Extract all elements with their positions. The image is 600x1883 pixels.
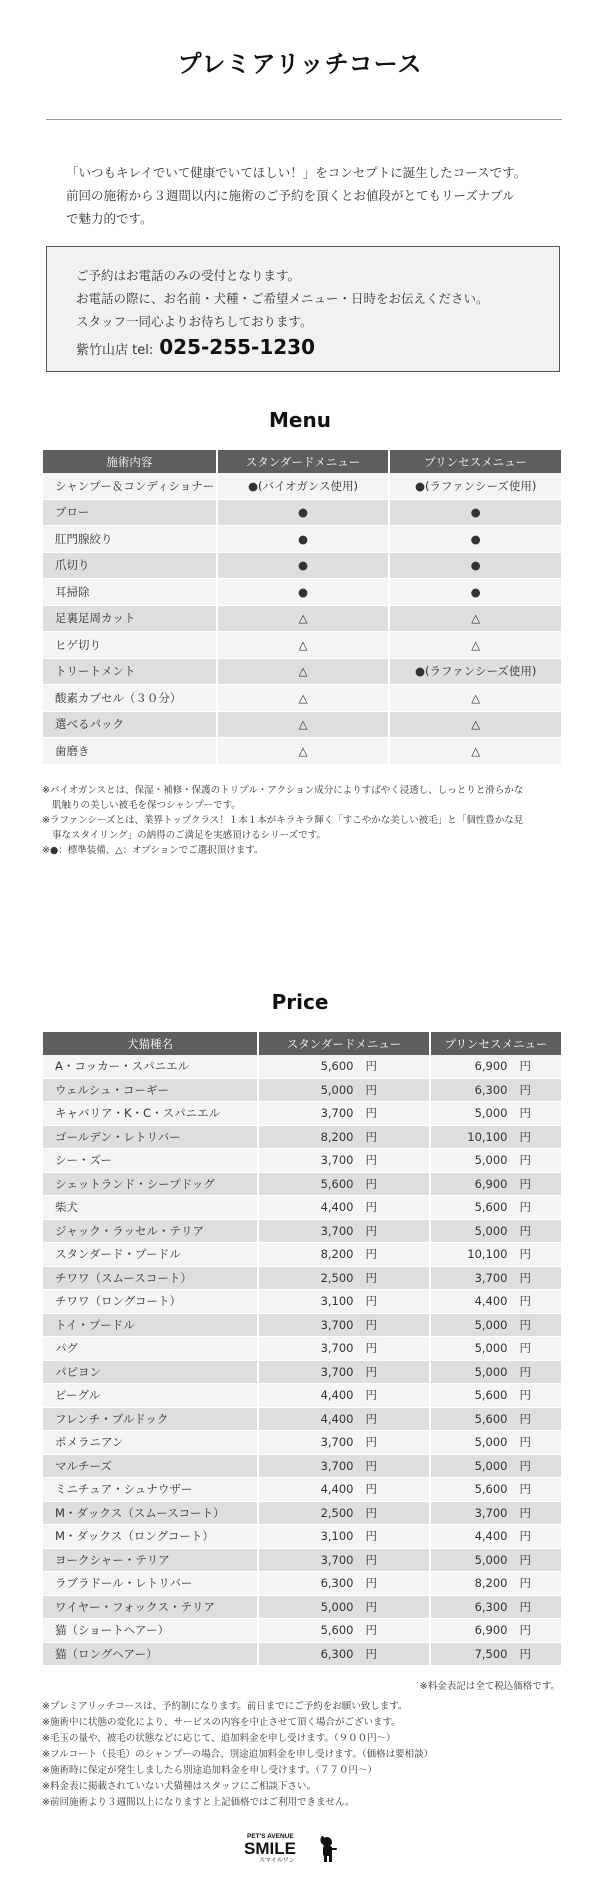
price-note: ※プレミアリッチコースは、予約制になります。前日までにご予約をお願い致します。 — [42, 1701, 408, 1712]
breed-name: M・ダックス（スムースコート） — [43, 1502, 257, 1526]
princess-price-cell — [431, 1572, 561, 1596]
princess-price-cell — [431, 1314, 561, 1338]
yen-unit: 円 — [519, 1294, 531, 1309]
price-row — [43, 1502, 561, 1526]
dog-silhouette-icon — [321, 1836, 338, 1862]
title-divider — [46, 119, 562, 120]
princess-price-cell — [431, 1220, 561, 1244]
menu-princess-mark: ● — [390, 500, 561, 527]
breed-name: ポメラニアン — [43, 1431, 257, 1455]
yen-unit: 円 — [519, 1341, 531, 1356]
menu-standard-mark: △ — [218, 712, 389, 739]
princess-price-cell — [431, 1619, 561, 1643]
menu-row — [43, 579, 561, 606]
price-row — [43, 1055, 561, 1079]
princess-price-cell — [431, 1384, 561, 1408]
menu-standard-mark: △ — [218, 632, 389, 659]
tel-number[interactable]: 025-255-1230 — [159, 335, 315, 359]
breed-name: ウェルシュ・コーギー — [43, 1079, 257, 1103]
notice-line: お電話の際に、お名前・犬種・ご希望メニュー・日時をお伝えください。 — [76, 291, 489, 306]
yen-unit: 円 — [365, 1458, 377, 1473]
breed-name: マルチーズ — [43, 1455, 257, 1479]
price-row — [43, 1196, 561, 1220]
price-row — [43, 1549, 561, 1573]
breed-name: キャバリア・K・C・スパニエル — [43, 1102, 257, 1126]
menu-notes — [42, 783, 562, 858]
page-title: プレミアリッチコース — [177, 50, 423, 78]
yen-unit: 円 — [519, 1599, 531, 1614]
price-row — [43, 1079, 561, 1103]
princess-price: 5,000 — [474, 1364, 508, 1379]
menu-item-name: ブロー — [43, 500, 216, 527]
yen-unit: 円 — [519, 1153, 531, 1168]
princess-price: 5,000 — [474, 1458, 508, 1473]
price-row — [43, 1126, 561, 1150]
yen-unit: 円 — [519, 1411, 531, 1426]
princess-price-cell — [431, 1478, 561, 1502]
standard-price: 5,600 — [320, 1059, 354, 1074]
princess-price: 3,700 — [474, 1505, 508, 1520]
price-row — [43, 1314, 561, 1338]
price-row — [43, 1596, 561, 1620]
price-row — [43, 1220, 561, 1244]
menu-standard-mark: ● — [218, 579, 389, 606]
price-note: ※毛玉の量や、被毛の状態などに応じて、追加料金を申し受けます。（９００円〜） — [42, 1733, 396, 1744]
menu-table-body — [43, 473, 561, 765]
standard-price-cell — [259, 1361, 429, 1385]
price-table-body — [43, 1055, 561, 1666]
menu-row — [43, 606, 561, 633]
menu-princess-mark: △ — [390, 738, 561, 765]
breed-name: M・ダックス（ロングコート） — [43, 1525, 257, 1549]
standard-price-cell — [259, 1431, 429, 1455]
menu-princess-mark: ● — [390, 553, 561, 580]
princess-price-cell — [431, 1055, 561, 1079]
price-note: ※施術時に保定が発生しましたら別途追加料金を申し受けます。（７７０円〜） — [42, 1765, 377, 1776]
price-row — [43, 1149, 561, 1173]
breed-name: チワワ（ロングコート） — [43, 1290, 257, 1314]
breed-name: フレンチ・ブルドック — [43, 1408, 257, 1432]
standard-price-cell — [259, 1126, 429, 1150]
princess-price-cell — [431, 1408, 561, 1432]
princess-price: 5,000 — [474, 1435, 508, 1450]
yen-unit: 円 — [365, 1599, 377, 1614]
standard-price-cell — [259, 1384, 429, 1408]
menu-item-name: トリートメント — [43, 659, 216, 686]
breed-name: シェットランド・シープドッグ — [43, 1173, 257, 1197]
princess-price-cell — [431, 1596, 561, 1620]
price-header-cell: プリンセスメニュー — [431, 1032, 561, 1055]
yen-unit: 円 — [365, 1317, 377, 1332]
menu-header-row — [43, 450, 561, 473]
menu-note: ※●：標準装備、△：オプションでご選択頂けます。 — [42, 845, 264, 856]
menu-princess-mark: ● — [390, 579, 561, 606]
yen-unit: 円 — [519, 1435, 531, 1450]
yen-unit: 円 — [365, 1153, 377, 1168]
breed-name: ジャック・ラッセル・テリア — [43, 1220, 257, 1244]
princess-price-cell — [431, 1079, 561, 1103]
standard-price: 3,700 — [320, 1317, 354, 1332]
princess-price: 5,600 — [474, 1411, 508, 1426]
yen-unit: 円 — [365, 1059, 377, 1074]
standard-price: 5,000 — [320, 1599, 354, 1614]
yen-unit: 円 — [365, 1411, 377, 1426]
menu-standard-mark: △ — [218, 659, 389, 686]
menu-row — [43, 712, 561, 739]
price-note: ※施術中に状態の変化により、サービスの内容を中止させて頂く場合がございます。 — [42, 1717, 401, 1728]
menu-standard-mark: ● — [218, 500, 389, 527]
princess-price-cell — [431, 1102, 561, 1126]
notice-line: スタッフ一同心よりお待ちしております。 — [76, 314, 313, 329]
princess-price: 6,300 — [474, 1599, 508, 1614]
menu-note: ※バイオガンスとは、保湿・補修・保護のトリプル・アクション成分によりすばやく浸透し、しっとりと滑らかな — [42, 785, 524, 796]
price-row — [43, 1643, 561, 1667]
standard-price: 3,700 — [320, 1153, 354, 1168]
yen-unit: 円 — [365, 1364, 377, 1379]
standard-price: 3,700 — [320, 1435, 354, 1450]
yen-unit: 円 — [365, 1176, 377, 1191]
princess-price: 5,000 — [474, 1223, 508, 1238]
princess-price-cell — [431, 1173, 561, 1197]
yen-unit: 円 — [519, 1200, 531, 1215]
yen-unit: 円 — [365, 1129, 377, 1144]
breed-name: シー・ズー — [43, 1149, 257, 1173]
breed-name: ビーグル — [43, 1384, 257, 1408]
menu-header-cell: プリンセスメニュー — [390, 450, 561, 473]
price-row — [43, 1525, 561, 1549]
yen-unit: 円 — [365, 1388, 377, 1403]
standard-price-cell — [259, 1220, 429, 1244]
intro-line: で魅力的です。 — [66, 211, 153, 226]
standard-price-cell — [259, 1408, 429, 1432]
price-row — [43, 1408, 561, 1432]
breed-name: ゴールデン・レトリバー — [43, 1126, 257, 1150]
standard-price-cell — [259, 1149, 429, 1173]
price-header-cell: 犬猫種名 — [43, 1032, 257, 1055]
menu-princess-mark: ● — [390, 526, 561, 553]
yen-unit: 円 — [519, 1458, 531, 1473]
menu-note: 事なスタイリング」の納得のご満足を実感頂けるシリーズです。 — [52, 830, 326, 841]
princess-price-cell — [431, 1290, 561, 1314]
yen-unit: 円 — [365, 1082, 377, 1097]
breed-name: ラブラドール・レトリバー — [43, 1572, 257, 1596]
princess-price-cell — [431, 1337, 561, 1361]
princess-price: 5,600 — [474, 1482, 508, 1497]
price-row — [43, 1290, 561, 1314]
standard-price: 3,100 — [320, 1294, 354, 1309]
princess-price-cell — [431, 1643, 561, 1667]
standard-price-cell — [259, 1337, 429, 1361]
price-row — [43, 1431, 561, 1455]
standard-price-cell — [259, 1290, 429, 1314]
menu-heading: Menu — [269, 408, 331, 432]
standard-price: 5,600 — [320, 1176, 354, 1191]
price-row — [43, 1267, 561, 1291]
standard-price: 2,500 — [320, 1505, 354, 1520]
reservation-notice-box — [46, 246, 560, 372]
menu-row — [43, 659, 561, 686]
menu-standard-mark: △ — [218, 685, 389, 712]
princess-price: 6,300 — [474, 1082, 508, 1097]
princess-price: 8,200 — [474, 1576, 508, 1591]
breed-name: ワイヤー・フォックス・テリア — [43, 1596, 257, 1620]
standard-price-cell — [259, 1643, 429, 1667]
princess-price-cell — [431, 1126, 561, 1150]
price-row — [43, 1384, 561, 1408]
yen-unit: 円 — [519, 1529, 531, 1544]
princess-price: 4,400 — [474, 1294, 508, 1309]
yen-unit: 円 — [365, 1482, 377, 1497]
yen-unit: 円 — [365, 1200, 377, 1215]
menu-item-name: 酸素カプセル（３０分） — [43, 685, 216, 712]
standard-price-cell — [259, 1619, 429, 1643]
menu-princess-mark: △ — [390, 632, 561, 659]
princess-price: 5,600 — [474, 1388, 508, 1403]
menu-row — [43, 473, 561, 500]
menu-header-cell: 施術内容 — [43, 450, 216, 473]
princess-price: 7,500 — [474, 1646, 508, 1661]
princess-price: 5,000 — [474, 1153, 508, 1168]
standard-price-cell — [259, 1196, 429, 1220]
standard-price: 3,700 — [320, 1341, 354, 1356]
breed-name: ヨークシャー・テリア — [43, 1549, 257, 1573]
menu-header-cell: スタンダードメニュー — [218, 450, 389, 473]
princess-price-cell — [431, 1549, 561, 1573]
standard-price-cell — [259, 1525, 429, 1549]
yen-unit: 円 — [519, 1623, 531, 1638]
yen-unit: 円 — [365, 1505, 377, 1520]
menu-item-name: 足裏足周カット — [43, 606, 216, 633]
menu-princess-mark: ●(ラファンシーズ使用) — [390, 473, 561, 500]
standard-price-cell — [259, 1173, 429, 1197]
yen-unit: 円 — [365, 1294, 377, 1309]
price-row — [43, 1102, 561, 1126]
standard-price-cell — [259, 1502, 429, 1526]
yen-unit: 円 — [365, 1646, 377, 1661]
standard-price: 5,000 — [320, 1082, 354, 1097]
tel-row — [76, 336, 559, 362]
smile-logo[interactable] — [243, 1830, 357, 1864]
menu-item-name: 選べるパック — [43, 712, 216, 739]
logo-top-text: PET'S AVENUE — [247, 1833, 294, 1840]
princess-price-cell — [431, 1267, 561, 1291]
yen-unit: 円 — [519, 1576, 531, 1591]
standard-price-cell — [259, 1102, 429, 1126]
standard-price-cell — [259, 1455, 429, 1479]
price-row — [43, 1337, 561, 1361]
breed-name: 猫（ショートヘアー） — [43, 1619, 257, 1643]
menu-item-name: 爪切り — [43, 553, 216, 580]
standard-price: 4,400 — [320, 1388, 354, 1403]
price-heading: Price — [271, 990, 329, 1014]
yen-unit: 円 — [519, 1552, 531, 1567]
standard-price-cell — [259, 1243, 429, 1267]
tax-note: ※料金表記は全て税込価格です。 — [419, 1681, 560, 1692]
princess-price-cell — [431, 1243, 561, 1267]
princess-price: 6,900 — [474, 1623, 508, 1638]
yen-unit: 円 — [365, 1529, 377, 1544]
price-row — [43, 1572, 561, 1596]
yen-unit: 円 — [519, 1505, 531, 1520]
standard-price: 4,400 — [320, 1411, 354, 1426]
yen-unit: 円 — [365, 1247, 377, 1262]
menu-princess-mark: ●(ラファンシーズ使用) — [390, 659, 561, 686]
yen-unit: 円 — [519, 1646, 531, 1661]
standard-price: 3,700 — [320, 1223, 354, 1238]
standard-price-cell — [259, 1079, 429, 1103]
price-table — [41, 1032, 563, 1666]
yen-unit: 円 — [365, 1435, 377, 1450]
menu-standard-mark: ● — [218, 526, 389, 553]
princess-price: 5,000 — [474, 1106, 508, 1121]
standard-price: 3,700 — [320, 1552, 354, 1567]
princess-price: 6,900 — [474, 1059, 508, 1074]
standard-price: 2,500 — [320, 1270, 354, 1285]
price-row — [43, 1619, 561, 1643]
standard-price: 3,700 — [320, 1458, 354, 1473]
standard-price: 4,400 — [320, 1200, 354, 1215]
breed-name: A・コッカー・スパニエル — [43, 1055, 257, 1079]
princess-price-cell — [431, 1502, 561, 1526]
price-note: ※料金表に掲載されていない犬猫種はスタッフにご相談下さい。 — [42, 1781, 316, 1792]
menu-note: ※ラファンシーズとは、業界トップクラス！１本１本がキラキラ輝く「すこやかな美しい被毛」と「個性豊かな見 — [42, 815, 524, 826]
princess-price: 5,000 — [474, 1552, 508, 1567]
princess-price-cell — [431, 1525, 561, 1549]
princess-price: 5,000 — [474, 1341, 508, 1356]
standard-price-cell — [259, 1549, 429, 1573]
standard-price: 5,600 — [320, 1623, 354, 1638]
princess-price: 10,100 — [467, 1129, 508, 1144]
menu-table — [41, 450, 563, 765]
menu-standard-mark: △ — [218, 606, 389, 633]
price-header-row — [43, 1032, 561, 1055]
menu-row — [43, 738, 561, 765]
yen-unit: 円 — [519, 1247, 531, 1262]
standard-price-cell — [259, 1055, 429, 1079]
yen-unit: 円 — [519, 1129, 531, 1144]
yen-unit: 円 — [365, 1106, 377, 1121]
princess-price: 6,900 — [474, 1176, 508, 1191]
yen-unit: 円 — [365, 1223, 377, 1238]
standard-price-cell — [259, 1314, 429, 1338]
menu-standard-mark: ●(バイオガンス使用) — [218, 473, 389, 500]
standard-price: 8,200 — [320, 1129, 354, 1144]
yen-unit: 円 — [365, 1623, 377, 1638]
standard-price-cell — [259, 1572, 429, 1596]
breed-name: スタンダード・プードル — [43, 1243, 257, 1267]
menu-row — [43, 526, 561, 553]
yen-unit: 円 — [365, 1576, 377, 1591]
princess-price-cell — [431, 1149, 561, 1173]
yen-unit: 円 — [519, 1059, 531, 1074]
menu-item-name: シャンプー＆コンディショナー — [43, 473, 216, 500]
price-row — [43, 1243, 561, 1267]
intro-text — [66, 161, 566, 230]
breed-name: チワワ（スムースコート） — [43, 1267, 257, 1291]
tel-prefix: 紫竹山店 tel: — [76, 343, 154, 358]
standard-price: 6,300 — [320, 1646, 354, 1661]
menu-row — [43, 632, 561, 659]
breed-name: 猫（ロングヘアー） — [43, 1643, 257, 1667]
yen-unit: 円 — [519, 1176, 531, 1191]
standard-price-cell — [259, 1267, 429, 1291]
princess-price: 5,000 — [474, 1317, 508, 1332]
breed-name: トイ・プードル — [43, 1314, 257, 1338]
princess-price-cell — [431, 1431, 561, 1455]
breed-name: パグ — [43, 1337, 257, 1361]
breed-name: ミニチュア・シュナウザー — [43, 1478, 257, 1502]
menu-princess-mark: △ — [390, 685, 561, 712]
price-row — [43, 1361, 561, 1385]
menu-standard-mark: △ — [218, 738, 389, 765]
menu-row — [43, 553, 561, 580]
standard-price: 3,700 — [320, 1364, 354, 1379]
intro-line: 前回の施術から３週間以内に施術のご予約を頂くとお値段がとてもリーズナブル — [66, 188, 515, 203]
princess-price: 4,400 — [474, 1529, 508, 1544]
menu-row — [43, 685, 561, 712]
standard-price: 8,200 — [320, 1247, 354, 1262]
menu-note: 肌触りの美しい被毛を保つシャンプーです。 — [52, 800, 241, 811]
standard-price: 4,400 — [320, 1482, 354, 1497]
standard-price: 3,700 — [320, 1106, 354, 1121]
princess-price: 3,700 — [474, 1270, 508, 1285]
princess-price-cell — [431, 1455, 561, 1479]
breed-name: 柴犬 — [43, 1196, 257, 1220]
yen-unit: 円 — [519, 1482, 531, 1497]
standard-price-cell — [259, 1596, 429, 1620]
yen-unit: 円 — [365, 1552, 377, 1567]
yen-unit: 円 — [365, 1341, 377, 1356]
price-row — [43, 1478, 561, 1502]
yen-unit: 円 — [519, 1223, 531, 1238]
yen-unit: 円 — [365, 1270, 377, 1285]
menu-item-name: ヒゲ切り — [43, 632, 216, 659]
yen-unit: 円 — [519, 1388, 531, 1403]
price-row — [43, 1173, 561, 1197]
menu-item-name: 耳掃除 — [43, 579, 216, 606]
breed-name: パピヨン — [43, 1361, 257, 1385]
yen-unit: 円 — [519, 1364, 531, 1379]
menu-row — [43, 500, 561, 527]
princess-price: 10,100 — [467, 1247, 508, 1262]
menu-princess-mark: △ — [390, 606, 561, 633]
price-notes — [42, 1699, 562, 1811]
intro-line: 「いつもキレイでいて健康でいてほしい！」をコンセプトに誕生したコースです。 — [66, 165, 527, 180]
price-note: ※前回施術より３週間以上になりますと上記価格ではご利用できません。 — [42, 1797, 355, 1808]
menu-item-name: 歯磨き — [43, 738, 216, 765]
price-row — [43, 1455, 561, 1479]
standard-price: 6,300 — [320, 1576, 354, 1591]
yen-unit: 円 — [519, 1270, 531, 1285]
logo-sub-text: スマイルワン — [259, 1857, 295, 1864]
price-header-cell: スタンダードメニュー — [259, 1032, 429, 1055]
menu-princess-mark: △ — [390, 712, 561, 739]
princess-price-cell — [431, 1361, 561, 1385]
standard-price-cell — [259, 1478, 429, 1502]
notice-line: ご予約はお電話のみの受付となります。 — [76, 268, 301, 283]
logo-main-text: SMILE — [244, 1839, 296, 1858]
princess-price-cell — [431, 1196, 561, 1220]
yen-unit: 円 — [519, 1082, 531, 1097]
yen-unit: 円 — [519, 1106, 531, 1121]
standard-price: 3,100 — [320, 1529, 354, 1544]
yen-unit: 円 — [519, 1317, 531, 1332]
menu-item-name: 肛門腺絞り — [43, 526, 216, 553]
princess-price: 5,600 — [474, 1200, 508, 1215]
menu-standard-mark: ● — [218, 553, 389, 580]
price-note: ※フルコート（長毛）のシャンプーの場合、別途追加料金を申し受けます。（価格は要相談） — [42, 1749, 434, 1760]
